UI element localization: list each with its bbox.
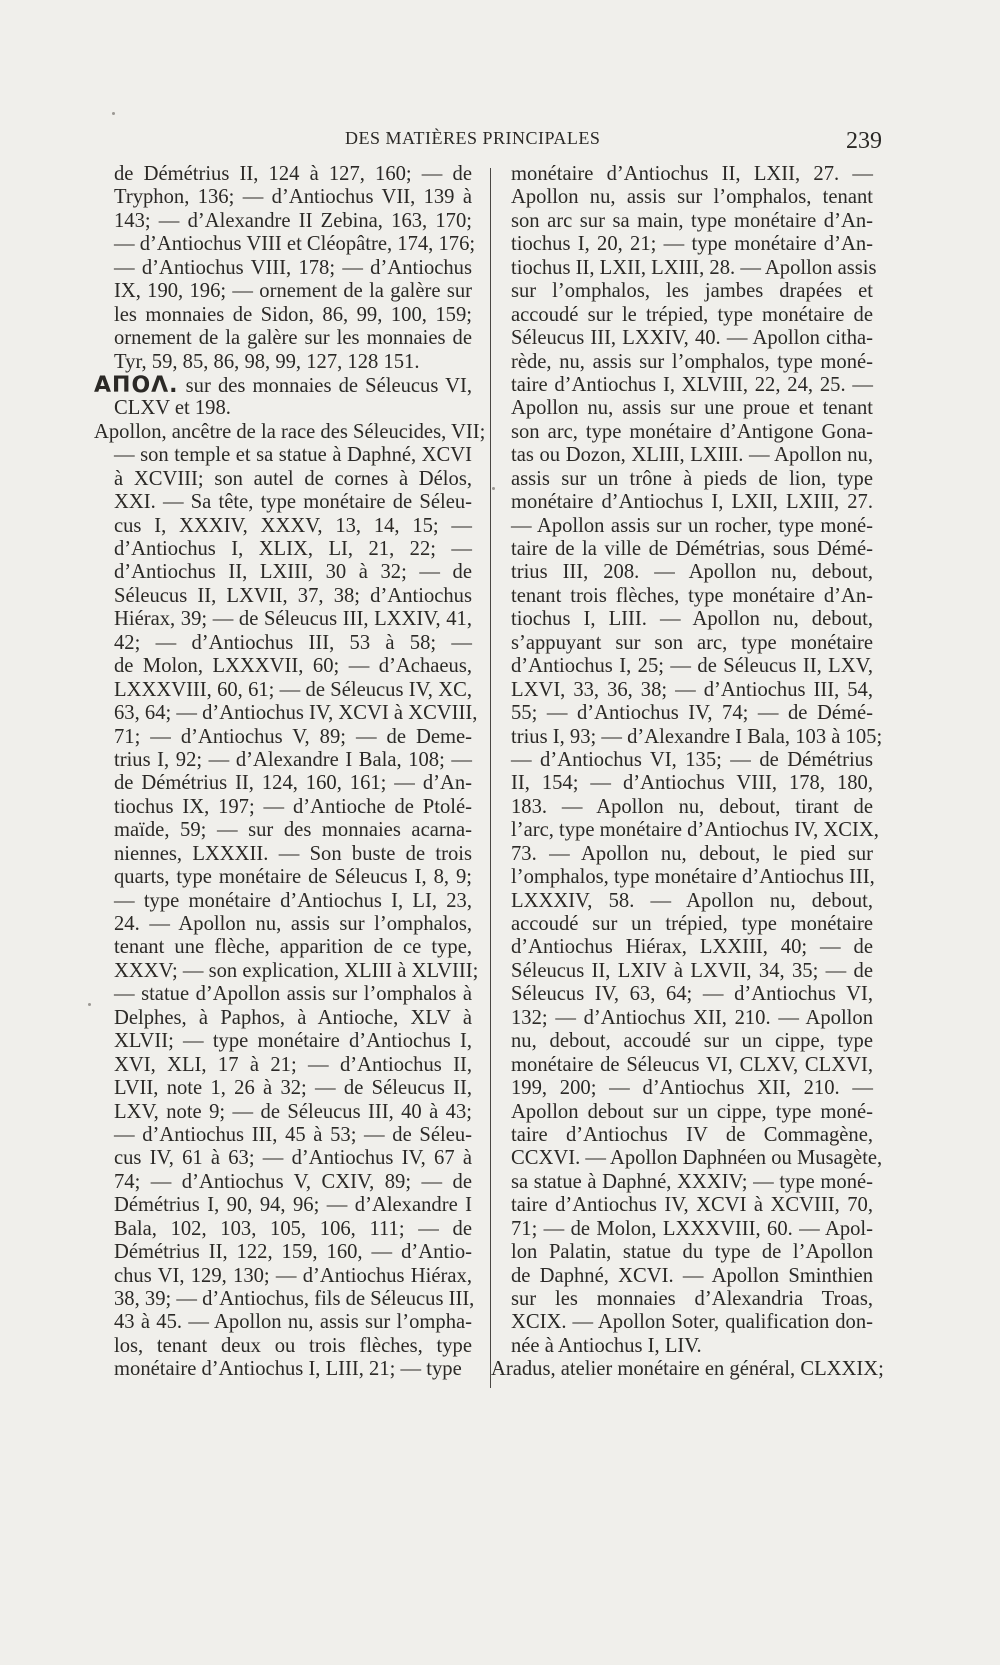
text-line: Séleucus II, LXVII, 37, 38; d’Antiochus (114, 584, 472, 607)
text-line: CLXV et 198. (114, 397, 231, 420)
text-line: monétaire d’Antiochus I, LXII, LXIII, 27. (511, 491, 873, 514)
text-line: d’Antiochus I, 25; — de Séleucus II, LXV, (511, 655, 873, 678)
text-line: — statue d’Apollon assis sur l’omphalos à (114, 983, 472, 1006)
text-line: Apollon nu, assis sur une proue et tenant (511, 397, 873, 420)
text-line: 43 à 45. — Apollon nu, assis sur l’ompha- (114, 1311, 472, 1334)
text-line: 183. — Apollon nu, debout, tirant de (511, 795, 873, 818)
text-line: lon Palatin, statue du type de l’Apollon (511, 1241, 873, 1264)
text-line: LXVI, 33, 36, 38; — d’Antiochus III, 54, (511, 678, 873, 701)
text-line: XVI, XLI, 17 à 21; — d’Antiochus II, (114, 1053, 472, 1076)
text-line: taire de la ville de Démétrias, sous Démé- (511, 538, 873, 560)
text-line: chus VI, 129, 130; — d’Antiochus Hiérax, (114, 1264, 472, 1287)
text-line: — d’Antiochus III, 45 à 53; — de Séleu- (114, 1123, 472, 1146)
text-line: nu, debout, accoudé sur un cippe, type (511, 1030, 873, 1053)
text-line: tiochus I, LIII. — Apollon nu, debout, (511, 608, 873, 631)
text-line: tenant une flèche, apparition de ce type, (114, 936, 472, 959)
text-line: 63, 64; — d’Antiochus IV, XCVI à XCVIII, (114, 702, 478, 725)
text-line: — type monétaire d’Antiochus I, LI, 23, (114, 889, 472, 912)
text-line: trius I, 92; — d’Alexandre I Bala, 108; — (114, 748, 472, 771)
text-line: l’arc, type monétaire d’Antiochus IV, XCIX, (511, 819, 879, 842)
paper-speck (112, 112, 115, 115)
text-line: IX, 190, 196; — ornement de la galère sur (114, 280, 472, 303)
text-line: 42; — d’Antiochus III, 53 à 58; — (114, 631, 472, 654)
text-line: — Apollon assis sur un rocher, type moné- (511, 514, 873, 537)
right-column (491, 163, 884, 1382)
text-line: tas ou Dozon, XLIII, LXIII. — Apollon nu, (511, 444, 873, 467)
text-line: XLVII; — type monétaire d’Antiochus I, (114, 1030, 472, 1053)
text-line: née à Antiochus I, LIV. (511, 1334, 702, 1357)
text-line: 73. — Apollon nu, debout, le pied sur (511, 842, 873, 865)
text-line: accoudé sur un trépied, type monétaire (511, 913, 873, 935)
text-line: Démétrius I, 90, 94, 96; — d’Alexandre I (114, 1194, 472, 1217)
text-line: Séleucus III, LXXIV, 40. — Apollon citha- (511, 327, 873, 350)
text-line: ΑΠΟΛ. sur des monnaies de Séleucus VI, (94, 372, 472, 398)
text-line: — d’Antiochus VIII et Cléopâtre, 174, 176; (114, 233, 476, 256)
text-line: — d’Antiochus VIII, 178; — d’Antiochus (114, 256, 472, 279)
text-line: Démétrius II, 122, 159, 160, — d’Antio- (114, 1241, 472, 1264)
text-line: Delphes, à Paphos, à Antioche, XLV à (114, 1006, 472, 1029)
text-line: d’Antiochus II, LXIII, 30 à 32; — de (114, 561, 472, 584)
running-title: DES MATIÈRES PRINCIPALES (345, 128, 601, 148)
page-number: 239 (846, 128, 882, 154)
text-line: Apollon, ancêtre de la race des Séleucides, VII; (94, 420, 486, 443)
text-line: taire d’Antiochus IV, XCVI à XCVIII, 70, (511, 1194, 873, 1217)
text-line: 38, 39; — d’Antiochus, fils de Séleucus III, (114, 1288, 475, 1310)
text-line: Hiérax, 39; — de Séleucus III, LXXIV, 41, (114, 608, 472, 631)
text-line: Apollon nu, assis sur l’omphalos, tenant (511, 186, 873, 209)
text-line: XCIX. — Apollon Soter, qualification don- (511, 1311, 873, 1334)
text-line: quarts, type monétaire de Séleucus I, 8, 9; (114, 866, 472, 889)
text-line: sur les monnaies d’Alexandria Troas, (511, 1288, 873, 1310)
text-line: trius III, 208. — Apollon nu, debout, (511, 561, 873, 584)
text-line: LXXXIV, 58. — Apollon nu, debout, (511, 889, 873, 912)
text-line: les monnaies de Sidon, 86, 99, 100, 159; (114, 303, 472, 326)
text-line: LXV, note 9; — de Séleucus III, 40 à 43; (114, 1100, 472, 1123)
text-line: l’omphalos, type monétaire d’Antiochus III, (511, 866, 875, 889)
text-line: de Molon, LXXXVII, 60; — d’Achaeus, (114, 655, 472, 678)
text-line: niennes, LXXXII. — Son buste de trois (114, 842, 472, 865)
text-line: 74; — d’Antiochus V, CXIV, 89; — de (114, 1170, 472, 1193)
text-line: Séleucus II, LXIV à LXVII, 34, 35; — de (511, 959, 873, 982)
text-line: 143; — d’Alexandre II Zebina, 163, 170; (114, 209, 472, 232)
text-line: Apollon debout sur un cippe, type moné- (511, 1100, 873, 1123)
text-line: Bala, 102, 103, 105, 106, 111; — de (114, 1217, 472, 1240)
text-line: accoudé sur le trépied, type monétaire de (511, 303, 873, 326)
text-line: Tryphon, 136; — d’Antiochus VII, 139 à (114, 186, 472, 209)
text-line: Tyr, 59, 85, 86, 98, 99, 127, 128 151. (114, 350, 420, 373)
text-line: à XCVIII; son autel de cornes à Délos, (114, 467, 472, 490)
text-line: son arc sur sa main, type monétaire d’An- (511, 209, 873, 232)
text-line: II, 154; — d’Antiochus VIII, 178, 180, (511, 772, 873, 795)
text-line: 55; — d’Antiochus IV, 74; — de Démé- (511, 702, 873, 725)
text-line: sa statue à Daphné, XXXIV; — type moné- (511, 1170, 873, 1193)
text-line: 199, 200; — d’Antiochus XII, 210. — (511, 1077, 873, 1100)
text-line: de Démétrius II, 124, 160, 161; — d’An- (114, 772, 472, 795)
text-line: d’Antiochus I, XLIX, LI, 21, 22; — (114, 538, 472, 560)
text-line: cus I, XXXIV, XXXV, 13, 14, 15; — (114, 514, 472, 537)
text-line: LXXXVIII, 60, 61; — de Séleucus IV, XC, (114, 678, 472, 701)
text-line: tiochus I, 20, 21; — type monétaire d’An- (511, 233, 873, 256)
text-line: rède, nu, assis sur l’omphalos, type moné- (511, 350, 873, 373)
text-line: los, tenant deux ou trois flèches, type (114, 1334, 472, 1357)
text-line: trius I, 93; — d’Alexandre I Bala, 103 à 105; (511, 725, 883, 748)
text-line: d’Antiochus Hiérax, LXXIII, 40; — de (511, 936, 873, 959)
text-line: monétaire d’Antiochus II, LXII, 27. — (511, 163, 873, 185)
text-line: sur l’omphalos, les jambes drapées et (511, 280, 873, 303)
text-line: 132; — d’Antiochus XII, 210. — Apollon (511, 1006, 873, 1029)
text-line: maïde, 59; — sur des monnaies acarna- (114, 819, 472, 842)
left-column (94, 163, 486, 1382)
text-line: ornement de la galère sur les monnaies de (114, 327, 472, 350)
column-divider (490, 168, 491, 1388)
text-line: s’appuyant sur son arc, type monétaire (511, 631, 873, 654)
text-line: taire d’Antiochus I, XLVIII, 22, 24, 25. — (511, 373, 873, 396)
text-line: son arc, type monétaire d’Antigone Gona- (511, 420, 873, 443)
text-line: CCXVI. — Apollon Daphnéen ou Musagète, (511, 1147, 883, 1170)
greek-legend: ΑΠΟΛ. (94, 372, 179, 398)
text-line: tiochus II, LXII, LXIII, 28. — Apollon assis (511, 256, 877, 279)
text-line: Séleucus IV, 63, 64; — d’Antiochus VI, (511, 983, 873, 1006)
paper-speck (492, 487, 495, 490)
text-line: — d’Antiochus VI, 135; — de Démétrius (511, 748, 873, 771)
text-line: tiochus IX, 197; — d’Antioche de Ptolé- (114, 795, 472, 818)
text-line: 71; — d’Antiochus V, 89; — de Deme- (114, 725, 472, 748)
text-line: monétaire de Séleucus VI, CLXV, CLXVI, (511, 1053, 873, 1076)
text-line: de Daphné, XCVI. — Apollon Sminthien (511, 1264, 873, 1287)
text-line: monétaire d’Antiochus I, LIII, 21; — type (114, 1358, 462, 1381)
text-line: — son temple et sa statue à Daphné, XCVI (114, 444, 472, 467)
text-line: 24. — Apollon nu, assis sur l’omphalos, (114, 913, 472, 935)
text-line: cus IV, 61 à 63; — d’Antiochus IV, 67 à (114, 1147, 472, 1170)
text-line: de Démétrius II, 124 à 127, 160; — de (114, 163, 472, 185)
text-line: 71; — de Molon, LXXXVIII, 60. — Apol- (511, 1217, 873, 1240)
text-line: taire d’Antiochus IV de Commagène, (511, 1123, 873, 1146)
text-line: XXXV; — son explication, XLIII à XLVIII; (114, 959, 479, 982)
text-line: LVII, note 1, 26 à 32; — de Séleucus II, (114, 1077, 472, 1100)
text-line: XXI. — Sa tête, type monétaire de Séleu- (114, 491, 472, 514)
text-line: tenant trois flèches, type monétaire d’An- (511, 584, 873, 607)
text-line: assis sur un trône à pieds de lion, type (511, 467, 873, 490)
paper-speck (88, 1003, 91, 1006)
text-line: Aradus, atelier monétaire en général, CLXXIX; (491, 1358, 884, 1381)
